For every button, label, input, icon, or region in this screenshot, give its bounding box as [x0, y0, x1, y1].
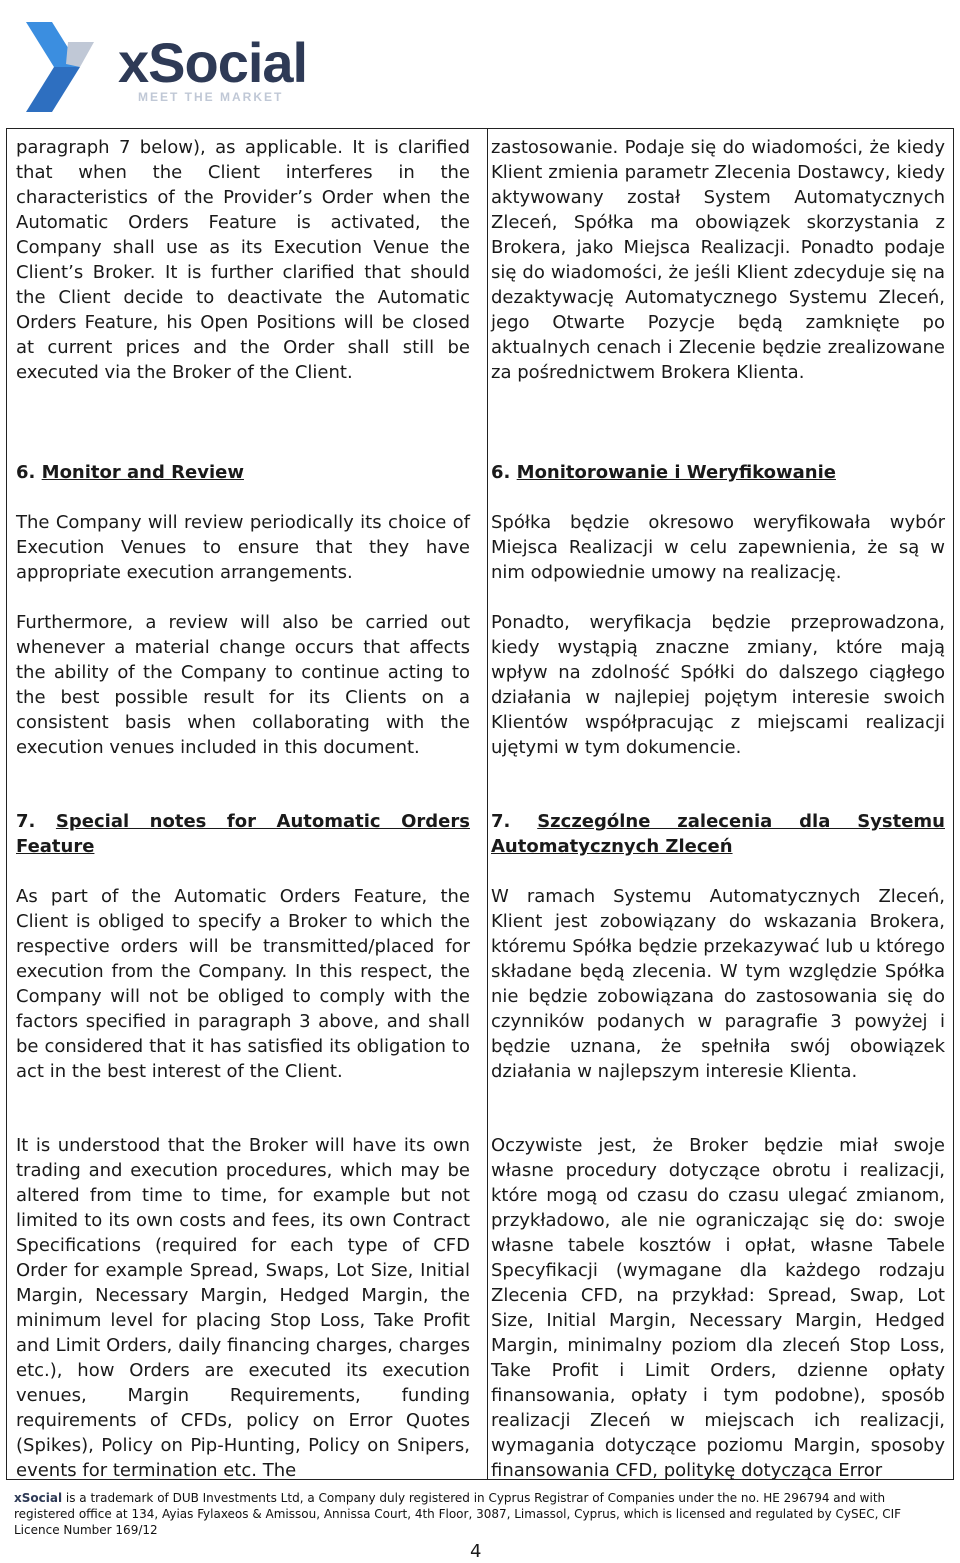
section-6-paragraph-2: Furthermore, a review will also be carried out whenever a material change occurs that affects the ability of the Company to continue acting to the best possible result for its Clients on a consistent basis when collaborating with the execution venues included in this document.: [16, 612, 470, 758]
legal-footer: [14, 1490, 946, 1538]
logo-mark-icon: [18, 12, 108, 112]
section-7-paragraph-1: W ramach Systemu Automatycznych Zleceń, Klient jest zobowiązany do wskazania Brokera, któremu Spółka będzie przekazywać lub u którego składane będą zlecenia. W tym względzie Spółka nie będzie zobowiązana do zastosowania się do czynników podanych w paragrafie 3 powyżej i będzie uznana, że spełniła swój obowiązek działania w najlepszym interesie Klienta.: [491, 886, 945, 1082]
paragraph-continuation: paragraph 7 below), as applicable. It is clarified that when the Client interferes in the characteristics of the Provider’s Order when the Automatic Orders Feature is activated, the Company shall use as its Execution Venue the Client’s Broker. It is further clarified that should the Client decide to deactivate the Automatic Orders Feature, his Open Positions will be closed at current prices and the Order shall still be executed via the Broker of the Client.: [16, 137, 470, 383]
section-7-heading: [491, 809, 945, 859]
section-6-paragraph-1: The Company will review periodically its choice of Execution Venues to ensure that they have appropriate execution arrangements.: [16, 512, 470, 583]
company-logo: [18, 12, 348, 112]
section-title: Monitor and Review: [41, 462, 244, 483]
logo-tagline: MEET THE MARKET: [138, 90, 284, 104]
column-divider: [487, 129, 488, 1479]
section-number: 6.: [491, 462, 511, 483]
section-7-paragraph-2: It is understood that the Broker will have its own trading and execution procedures, which may be altered from time to time, for example but not limited to its own costs and fees, its own Contract Specifications (required for each type of CFD Order for example Spread, Swaps, Lot Size, Initial Margin, Necessary Margin, Hedged Margin, the minimum level for placing Stop Loss, Take Profit and Limit Orders, daily financing charges, charges etc.), how Orders are executed its execution venues, Margin Requirements, funding requirements of CFDs, policy on Error Quotes (Spikes), Policy on Pip-Hunting, Policy on Snipers, events for termination etc. The: [16, 1135, 470, 1481]
section-7-paragraph-1: As part of the Automatic Orders Feature, the Client is obliged to specify a Broker to which the respective orders will be transmitted/placed for execution from the Company. In this respect, the Company will not be obliged to comply with the factors specified in paragraph 3 above, and shall be considered that it has satisfied its obligation to act in the best interest of the Client.: [16, 886, 470, 1082]
bilingual-table: [6, 128, 954, 1480]
section-number: 7.: [16, 811, 36, 832]
logo-wordmark: xSocial: [118, 31, 308, 94]
section-6-paragraph-2: Ponadto, weryfikacja będzie przeprowadzona, kiedy wystąpią znaczne zmiany, które mają wpływ na zdolność Spółki do dalszego ciągłego działania w najlepiej pojętym interesie swoich Klientów współpracując z miejscami realizacji ujętymi w tym dokumencie.: [491, 612, 945, 758]
section-number: 7.: [491, 811, 511, 832]
page-number: 4: [470, 1541, 482, 1562]
footer-brand: xSocial: [14, 1491, 63, 1505]
footer-text: is a trademark of DUB Investments Ltd, a Company duly registered in Cyprus Registrar of Companies under the no. HE 296794 and with registered office at 134, Ayias Fylaxeos & Amissou, Annissa Court, 4th Floor, 3087, Limassol, Cyprus, which is licensed and regulated by CySEC, CIF Licence Number 169/12: [14, 1491, 902, 1537]
section-6-paragraph-1: Spółka będzie okresowo weryfikowała wybór Miejsca Realizacji w celu zapewnienia, że są w nim odpowiednie umowy na realizację.: [491, 512, 945, 583]
section-title: Szczególne zalecenia dla Systemu Automatycznych Zleceń: [491, 811, 945, 857]
section-title: Monitorowanie i Weryfikowanie: [516, 462, 836, 483]
section-7-heading: [16, 809, 470, 859]
section-number: 6.: [16, 462, 36, 483]
paragraph-continuation: zastosowanie. Podaje się do wiadomości, że kiedy Klient zmienia parametr Zlecenia Dostawcy, kiedy aktywowany został System Automatycznych Zleceń, Spółka ma obowiązek skorzystania z Brokera, jako Miejsca Realizacji. Ponadto podaje się do wiadomości, że jeśli Klient zdecyduje się na dezaktywację Automatycznego Systemu Zleceń, jego Otwarte Pozycje będą zamknięte po aktualnych cenach i Zlecenie będzie zrealizowane za pośrednictwem Brokera Klienta.: [491, 137, 945, 383]
section-6-heading: [491, 460, 945, 485]
section-title: Special notes for Automatic Orders Feature: [16, 811, 470, 857]
section-7-paragraph-2: Oczywiste jest, że Broker będzie miał swoje własne procedury dotyczące obrotu i realizacji, które mogą od czasu do czasu ulegać zmianom, przykładowo, ale nie ograniczając się do: swoje własne tabele kosztów i opłat, własne Tabele Specyfikacji (wymagane dla każdego rodzaju Zlecenia CFD, na przykład: Spread, Swap, Lot Size, Initial Margin, Necessary Margin, Hedged Margin, minimalny poziom dla zleceń Stop Loss, Take Profit i Limit Orders, dzienne opłaty finansowania, opłaty i tym podobne), sposób realizacji Zleceń w miejscach ich realizacji, wymagania dotyczące poziomu Margin, sposoby finansowania CFD, politykę dotycząca Error: [491, 1135, 945, 1481]
section-6-heading: [16, 460, 470, 485]
